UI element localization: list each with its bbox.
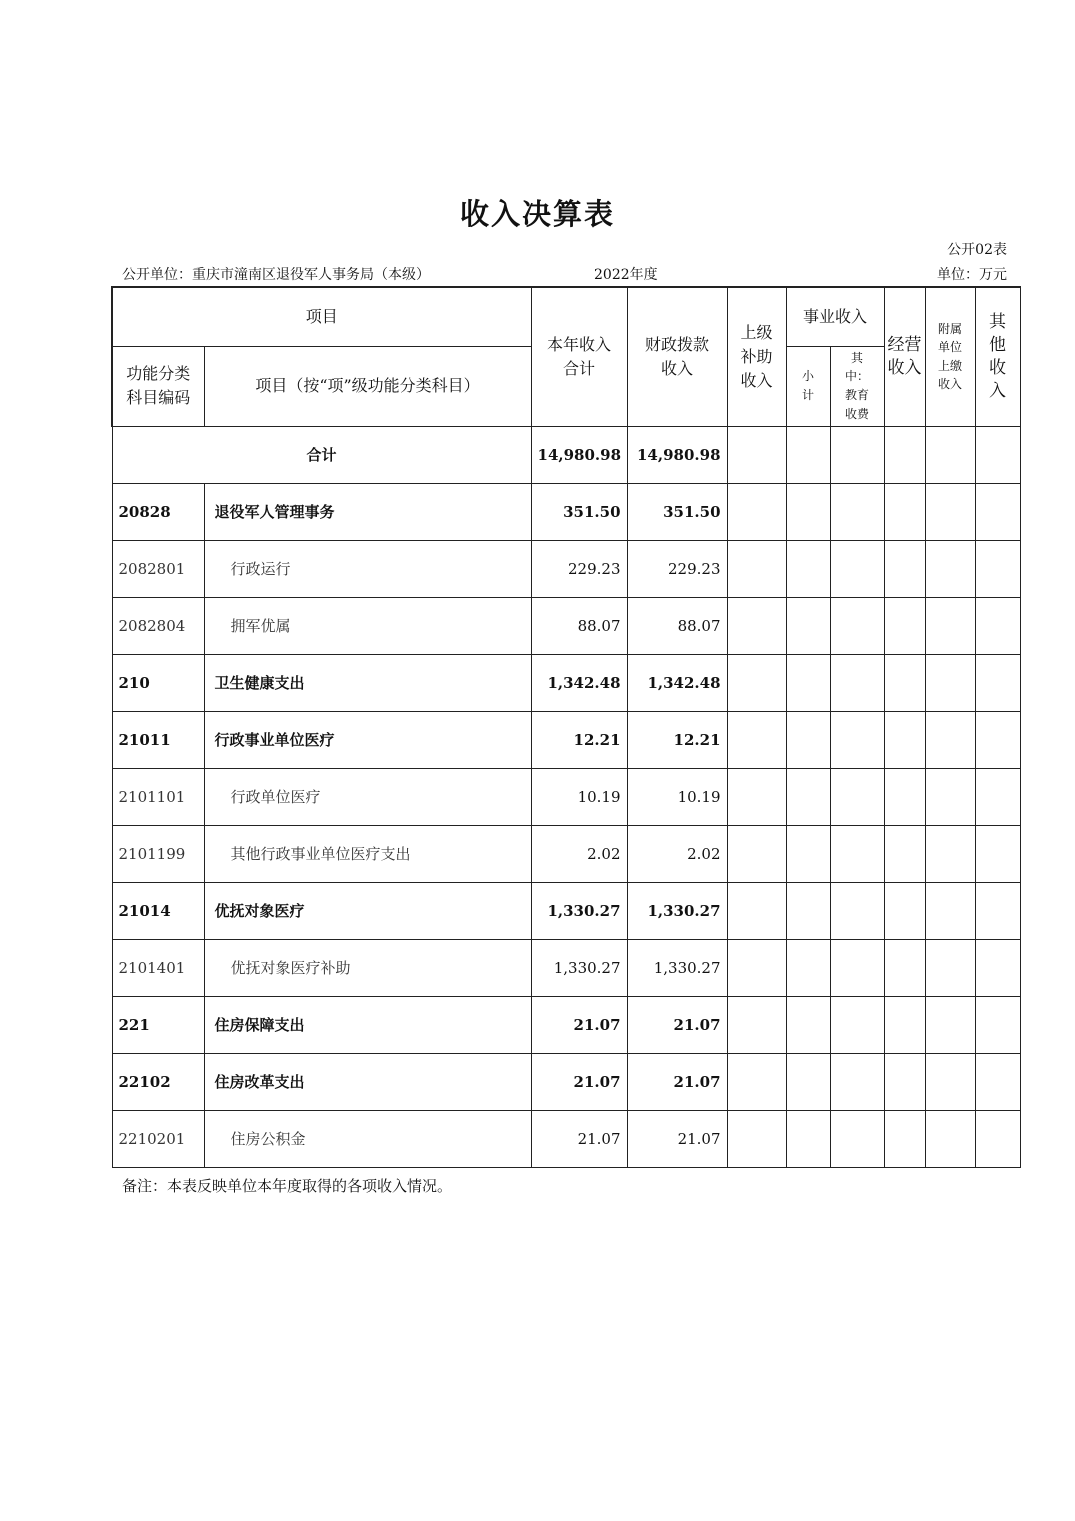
row-code: 2101199 bbox=[112, 825, 204, 882]
row-name: 拥军优属 bbox=[230, 617, 291, 635]
empty-cell bbox=[975, 1053, 1020, 1110]
empty-cell bbox=[727, 882, 786, 939]
table-row bbox=[112, 825, 1020, 882]
empty-cell bbox=[884, 825, 925, 882]
row-name: 行政运行 bbox=[230, 560, 291, 578]
row-total-income: 88.07 bbox=[531, 597, 627, 654]
table-row bbox=[112, 483, 1020, 540]
row-fiscal: 1,330.27 bbox=[627, 882, 727, 939]
empty-cell bbox=[884, 540, 925, 597]
empty-cell bbox=[925, 939, 975, 996]
row-total-income: 21.07 bbox=[531, 1110, 627, 1167]
row-code: 20828 bbox=[112, 483, 204, 540]
row-code: 21011 bbox=[112, 711, 204, 768]
row-code: 2082801 bbox=[112, 540, 204, 597]
empty-cell bbox=[884, 654, 925, 711]
table-row bbox=[112, 939, 1020, 996]
empty-cell bbox=[786, 768, 830, 825]
row-fiscal: 21.07 bbox=[627, 1110, 727, 1167]
header-fiscal: 财政拨款收入 bbox=[627, 287, 727, 426]
row-name: 其他行政事业单位医疗支出 bbox=[230, 845, 411, 863]
row-total-income: 21.07 bbox=[531, 1053, 627, 1110]
row-code: 210 bbox=[112, 654, 204, 711]
empty-cell bbox=[975, 768, 1020, 825]
empty-cell bbox=[925, 540, 975, 597]
row-total-income: 351.50 bbox=[531, 483, 627, 540]
row-code: 2101101 bbox=[112, 768, 204, 825]
empty-cell bbox=[786, 939, 830, 996]
empty-cell bbox=[786, 996, 830, 1053]
empty-cell bbox=[727, 540, 786, 597]
empty-cell bbox=[830, 939, 884, 996]
empty-cell bbox=[786, 597, 830, 654]
empty-cell bbox=[925, 597, 975, 654]
row-total-income: 1,342.48 bbox=[531, 654, 627, 711]
empty-cell bbox=[925, 996, 975, 1053]
header-total-income: 本年收入合计 bbox=[531, 287, 627, 426]
row-fiscal: 10.19 bbox=[627, 768, 727, 825]
currency-unit: 单位：万元 bbox=[937, 267, 1007, 283]
empty-cell bbox=[925, 1110, 975, 1167]
empty-cell bbox=[925, 654, 975, 711]
empty-cell bbox=[925, 768, 975, 825]
header-other: 其他收入 bbox=[975, 287, 1020, 426]
empty-cell bbox=[925, 882, 975, 939]
empty-cell bbox=[884, 483, 925, 540]
row-fiscal: 21.07 bbox=[627, 996, 727, 1053]
empty-cell bbox=[975, 996, 1020, 1053]
empty-cell bbox=[830, 711, 884, 768]
empty-cell bbox=[884, 1110, 925, 1167]
row-name: 卫生健康支出 bbox=[214, 674, 305, 692]
header-subtotal: 小计 bbox=[786, 346, 830, 426]
table-row bbox=[112, 768, 1020, 825]
row-fiscal: 229.23 bbox=[627, 540, 727, 597]
row-fiscal: 12.21 bbox=[627, 711, 727, 768]
empty-cell bbox=[830, 483, 884, 540]
empty-cell bbox=[830, 597, 884, 654]
table-note: 备注：本表反映单位本年度取得的各项收入情况。 bbox=[122, 1177, 453, 1195]
total-label: 合计 bbox=[112, 426, 531, 483]
empty-cell bbox=[925, 1053, 975, 1110]
empty-cell bbox=[925, 483, 975, 540]
row-total-income: 1,330.27 bbox=[531, 882, 627, 939]
empty-cell bbox=[830, 1110, 884, 1167]
document-title: 收入决算表 bbox=[459, 197, 615, 231]
row-code: 2101401 bbox=[112, 939, 204, 996]
row-name: 优抚对象医疗 bbox=[214, 902, 305, 920]
empty-cell bbox=[786, 483, 830, 540]
total-fiscal-value: 14,980.98 bbox=[627, 426, 727, 483]
table-row bbox=[112, 882, 1020, 939]
header-item: 项目（按“项”级功能分类科目） bbox=[204, 346, 531, 426]
empty-cell bbox=[830, 1053, 884, 1110]
row-name: 住房公积金 bbox=[230, 1130, 306, 1148]
row-code: 22102 bbox=[112, 1053, 204, 1110]
total-income-value: 14,980.98 bbox=[531, 426, 627, 483]
empty-cell bbox=[884, 711, 925, 768]
row-name: 优抚对象医疗补助 bbox=[230, 959, 351, 977]
row-name: 行政单位医疗 bbox=[230, 788, 321, 806]
empty-cell bbox=[727, 654, 786, 711]
header-business: 事业收入 bbox=[786, 287, 884, 346]
form-number: 公开02表 bbox=[947, 242, 1007, 258]
empty-cell bbox=[786, 882, 830, 939]
row-code: 21014 bbox=[112, 882, 204, 939]
empty-cell bbox=[727, 825, 786, 882]
empty-cell bbox=[975, 597, 1020, 654]
row-total-income: 2.02 bbox=[531, 825, 627, 882]
empty-cell bbox=[884, 768, 925, 825]
empty-cell bbox=[727, 597, 786, 654]
empty-cell bbox=[727, 996, 786, 1053]
table-row bbox=[112, 540, 1020, 597]
empty-cell bbox=[884, 1053, 925, 1110]
row-total-income: 12.21 bbox=[531, 711, 627, 768]
empty-cell bbox=[786, 1110, 830, 1167]
empty-cell bbox=[830, 996, 884, 1053]
empty-cell bbox=[830, 540, 884, 597]
empty-cell bbox=[727, 483, 786, 540]
reporting-unit: 公开单位：重庆市潼南区退役军人事务局（本级） bbox=[122, 267, 430, 283]
row-code: 221 bbox=[112, 996, 204, 1053]
row-fiscal: 88.07 bbox=[627, 597, 727, 654]
empty-cell bbox=[884, 882, 925, 939]
empty-cell bbox=[925, 825, 975, 882]
empty-cell bbox=[786, 540, 830, 597]
total-row bbox=[112, 426, 1020, 483]
row-name: 住房保障支出 bbox=[214, 1016, 305, 1034]
empty-cell bbox=[786, 825, 830, 882]
empty-cell bbox=[727, 1053, 786, 1110]
empty-cell bbox=[786, 1053, 830, 1110]
row-fiscal: 1,342.48 bbox=[627, 654, 727, 711]
header-affiliated: 附属单位上缴收入 bbox=[925, 287, 975, 426]
empty-cell bbox=[975, 654, 1020, 711]
empty-cell bbox=[925, 711, 975, 768]
table-row bbox=[112, 996, 1020, 1053]
row-code: 2210201 bbox=[112, 1110, 204, 1167]
empty-cell bbox=[975, 483, 1020, 540]
header-operating: 经营收入 bbox=[884, 287, 925, 426]
table-row bbox=[112, 1110, 1020, 1167]
income-table bbox=[111, 286, 1021, 1168]
empty-cell bbox=[975, 882, 1020, 939]
header-code: 功能分类科目编码 bbox=[112, 346, 204, 426]
empty-cell bbox=[975, 540, 1020, 597]
header-superior: 上级补助收入 bbox=[727, 287, 786, 426]
empty-cell bbox=[830, 825, 884, 882]
empty-cell bbox=[727, 1110, 786, 1167]
empty-cell bbox=[975, 1110, 1020, 1167]
empty-cell bbox=[884, 939, 925, 996]
row-total-income: 229.23 bbox=[531, 540, 627, 597]
empty-cell bbox=[884, 996, 925, 1053]
empty-cell bbox=[830, 882, 884, 939]
row-fiscal: 21.07 bbox=[627, 1053, 727, 1110]
empty-cell bbox=[830, 654, 884, 711]
row-fiscal: 2.02 bbox=[627, 825, 727, 882]
empty-cell bbox=[830, 768, 884, 825]
row-name: 行政事业单位医疗 bbox=[214, 731, 335, 749]
row-total-income: 10.19 bbox=[531, 768, 627, 825]
empty-cell bbox=[975, 711, 1020, 768]
row-total-income: 21.07 bbox=[531, 996, 627, 1053]
empty-cell bbox=[786, 654, 830, 711]
row-total-income: 1,330.27 bbox=[531, 939, 627, 996]
row-name: 住房改革支出 bbox=[214, 1073, 305, 1091]
header-education: 其中：教育收费 bbox=[830, 346, 884, 426]
empty-cell bbox=[727, 939, 786, 996]
header-project: 项目 bbox=[112, 287, 531, 346]
row-fiscal: 1,330.27 bbox=[627, 939, 727, 996]
empty-cell bbox=[727, 768, 786, 825]
table-row bbox=[112, 597, 1020, 654]
fiscal-year: 2022年度 bbox=[594, 267, 658, 283]
empty-cell bbox=[884, 597, 925, 654]
table-row bbox=[112, 711, 1020, 768]
empty-cell bbox=[975, 939, 1020, 996]
table-row bbox=[112, 654, 1020, 711]
empty-cell bbox=[727, 711, 786, 768]
table-row bbox=[112, 1053, 1020, 1110]
empty-cell bbox=[786, 711, 830, 768]
row-name: 退役军人管理事务 bbox=[214, 503, 335, 521]
empty-cell bbox=[975, 825, 1020, 882]
row-code: 2082804 bbox=[112, 597, 204, 654]
row-fiscal: 351.50 bbox=[627, 483, 727, 540]
